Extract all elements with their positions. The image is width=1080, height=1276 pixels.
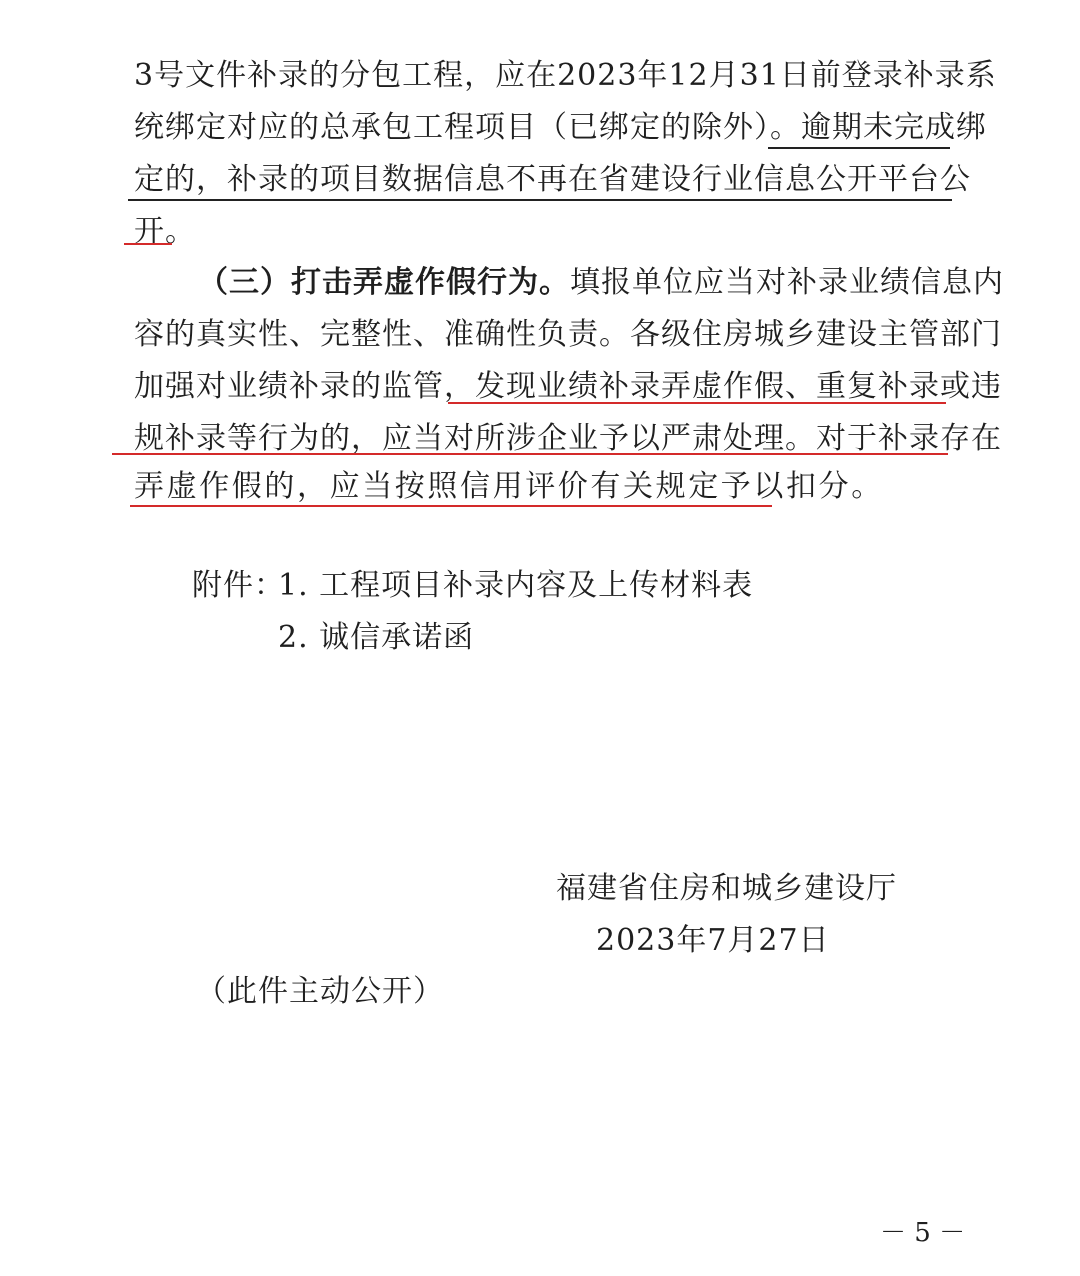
- p2-line-3: [134, 367, 1002, 407]
- attachments-label: 附件：: [192, 568, 285, 603]
- disclosure-note: （此件主动公开）: [196, 974, 444, 1009]
- p1-line-4: 开。: [134, 214, 196, 249]
- p2-line-5-highlight: 弄虚作假的，应当按照信用评价有关规定予以扣分: [134, 469, 852, 504]
- p2-heading: （三）打击弄虚作假行为。: [198, 265, 570, 300]
- underline-red-3: [130, 505, 772, 507]
- attachment-item-2: 2. 诚信承诺函: [278, 620, 475, 655]
- p1-line-2-highlight: 逾期未完成绑: [801, 110, 987, 145]
- p2-line-3-text: 加强对业绩补录的监管，: [134, 369, 475, 404]
- underline-red-1: [448, 402, 946, 404]
- p2-line-4: 规补录等行为的，应当对所涉企业予以严肃处理。对于补录存在: [134, 421, 1002, 456]
- p2-line-5-end: 。: [851, 469, 884, 504]
- p2-line-1: [198, 263, 1004, 303]
- p1-line-1: 3号文件补录的分包工程，应在2023年12月31日前登录补录系: [134, 58, 997, 93]
- p2-line-1-text: 填报单位应当对补录业绩信息内: [570, 265, 1004, 300]
- attachment-item-1: 1. 工程项目补录内容及上传材料表: [278, 568, 754, 603]
- p1-line-2-text: 统绑定对应的总承包工程项目（已绑定的除外）。: [134, 110, 801, 145]
- p2-line-5: [134, 467, 884, 507]
- issuing-organization: 福建省住房和城乡建设厅: [556, 871, 897, 906]
- issue-date: 2023年7月27日: [596, 923, 830, 958]
- underline-red-0: [124, 243, 172, 245]
- underline-black-1: [768, 147, 950, 149]
- p1-line-2: [134, 108, 987, 148]
- p1-line-3: 定的，补录的项目数据信息不再在省建设行业信息公开平台公: [134, 162, 971, 197]
- page-number: － 5 －: [880, 1218, 966, 1248]
- p2-line-3-highlight: 发现业绩补录弄虚作假、重复补录或违: [475, 369, 1002, 404]
- p2-line-2: 容的真实性、完整性、准确性负责。各级住房城乡建设主管部门: [134, 317, 1002, 352]
- underline-black-2: [128, 199, 952, 201]
- underline-red-2: [112, 453, 948, 455]
